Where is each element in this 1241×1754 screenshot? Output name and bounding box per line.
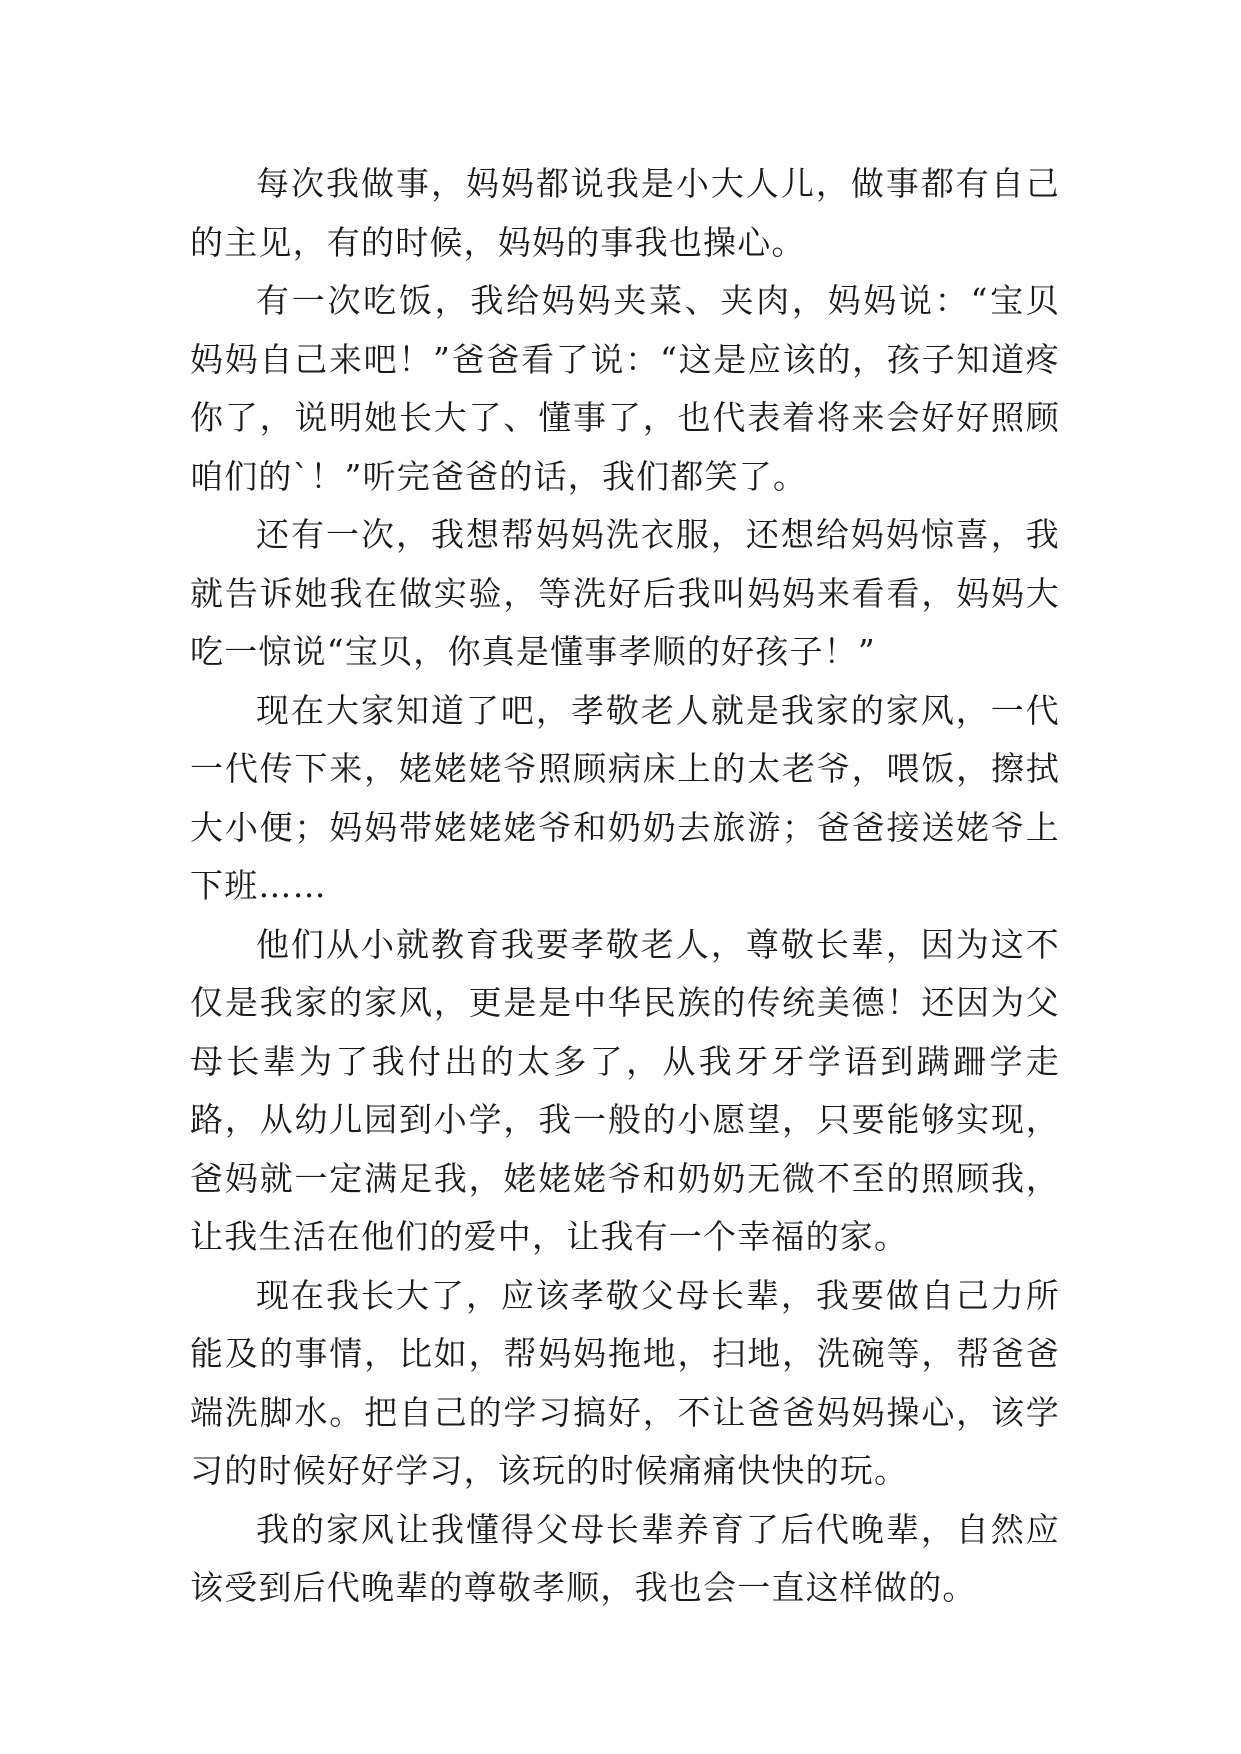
paragraph-4: 现在大家知道了吧，孝敬老人就是我家的家风，一代一代传下来，姥姥姥爷照顾病床上的太老爷，喂饭，擦拭大小便；妈妈带姥姥姥爷和奶奶去旅游；爸爸接送姥爷上下班……: [190, 690, 1060, 905]
paragraph-5: 他们从小就教育我要孝敬老人，尊敬长辈，因为这不仅是我家的家风，更是是中华民族的传统美德！还因为父母长辈为了我付出的太多了，从我牙牙学语到蹒跚学走路，从幼儿园到小学，我一般的小愿望，只要能够实现，爸妈就一定满足我，姥姥姥爷和奶奶无微不至的照顾我，让我生活在他们的爱中，让我有一个幸福的家。: [190, 924, 1060, 1256]
paragraph-7: 我的家风让我懂得父母长辈养育了后代晚辈，自然应该受到后代晚辈的尊敬孝顺，我也会一直这样做的。: [190, 1509, 1060, 1607]
document-body: [190, 155, 1060, 1618]
paragraph-1: 每次我做事，妈妈都说我是小大人儿，做事都有自己的主见，有的时候，妈妈的事我也操心。: [190, 164, 1060, 262]
paragraph-6: 现在我长大了，应该孝敬父母长辈，我要做自己力所能及的事情，比如，帮妈妈拖地，扫地，洗碗等，帮爸爸端洗脚水。把自己的学习搞好，不让爸爸妈妈操心，该学习的时候好好学习，该玩的时候痛痛快快的玩。: [190, 1275, 1060, 1490]
paragraph-3: 还有一次，我想帮妈妈洗衣服，还想给妈妈惊喜，我就告诉她我在做实验，等洗好后我叫妈妈来看看，妈妈大吃一惊说“宝贝，你真是懂事孝顺的好孩子！”: [190, 515, 1060, 671]
paragraph-2: 有一次吃饭，我给妈妈夹菜、夹肉，妈妈说：“宝贝妈妈自己来吧！”爸爸看了说：“这是应该的，孩子知道疼你了，说明她长大了、懂事了，也代表着将来会好好照顾咱们的`！”听完爸爸的话，我们都笑了。: [190, 281, 1060, 496]
